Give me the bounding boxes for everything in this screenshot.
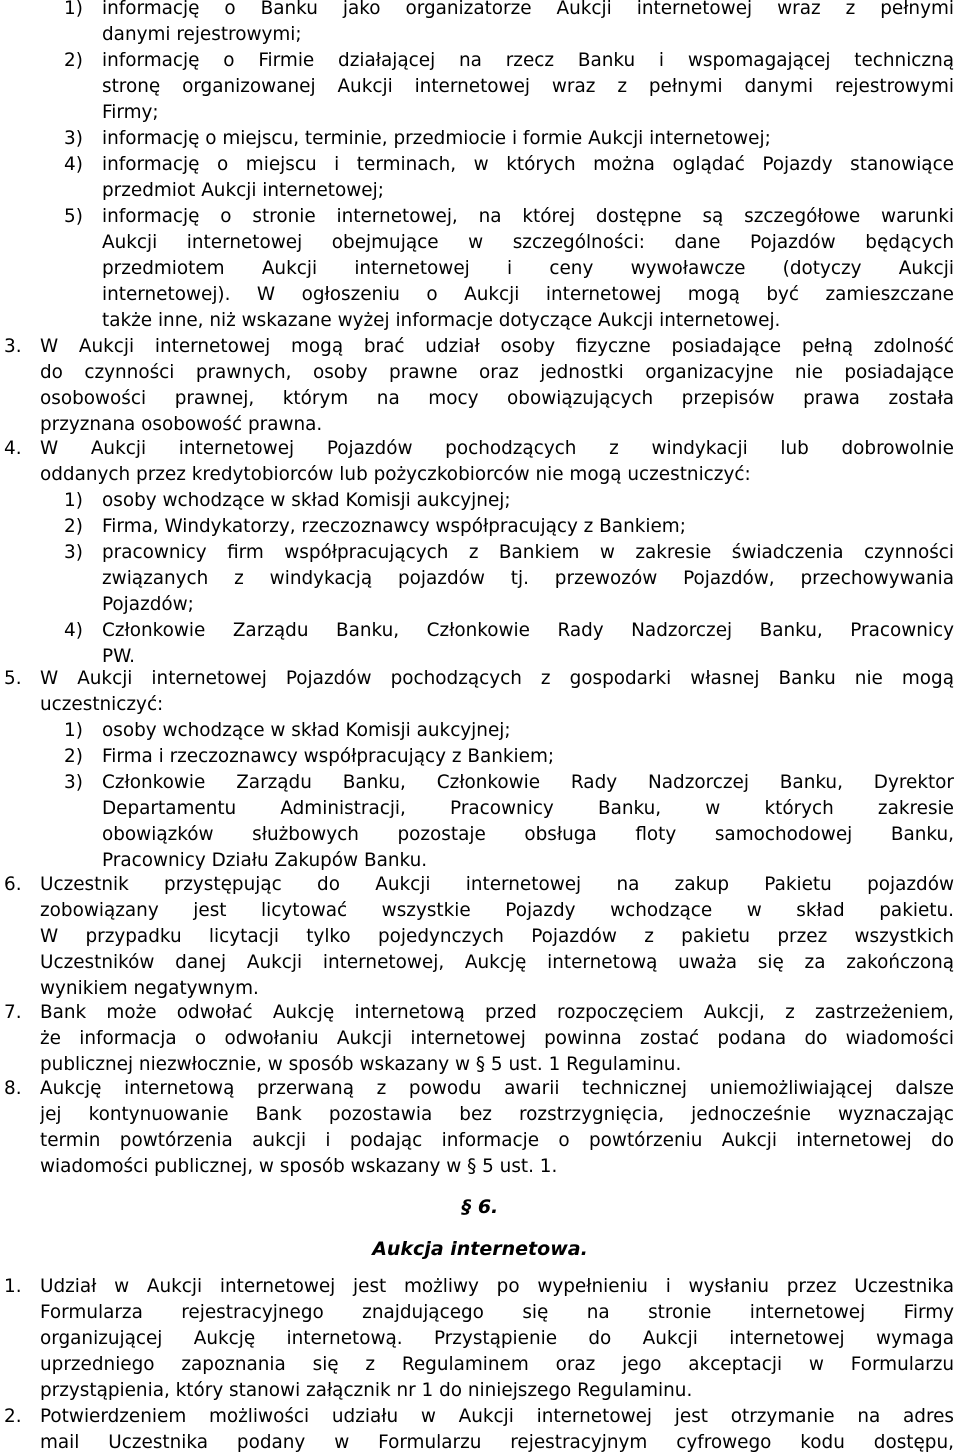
point-line: zobowiązany jest licytować wszystkie Pojazdy wchodzące w skład pakietu. <box>40 900 954 921</box>
point-number: 8. <box>4 1078 22 1099</box>
point-line: W przypadku licytacji tylko pojedynczych Pojazdów z pakietu przez wszystkich <box>40 926 954 947</box>
point-line: organizującej Aukcję internetową. Przystąpienie do Aukcji internetowej wymaga <box>40 1328 954 1349</box>
section-title: Aukcja internetowa. <box>372 1238 588 1260</box>
list-item-line: Aukcji internetowej obejmujące w szczególności: dane Pojazdów będących <box>102 232 954 253</box>
list-item-line: internetowej). W ogłoszeniu o Aukcji internetowej mogą być zamieszczane <box>102 284 954 305</box>
list-item-line: Departamentu Administracji, Pracownicy Banku, w których zakresie <box>102 798 954 819</box>
point-line: do czynności prawnych, osoby prawne oraz jednostki organizacyjne nie posiadające <box>40 362 954 383</box>
list-item-line: Członkowie Zarządu Banku, Członkowie Rady Nadzorczej Banku, Pracownicy <box>102 620 954 641</box>
list-item-number: 2) <box>64 50 83 71</box>
list-item-line: Pracownicy Działu Zakupów Banku. <box>102 850 428 871</box>
point-line: uczestniczyć: <box>40 694 164 715</box>
section-number: § 6. <box>461 1196 499 1218</box>
point-line: mail Uczestnika podany w Formularzu rejestracyjnym cyfrowego kodu dostępu, <box>40 1432 954 1453</box>
point-number: 6. <box>4 874 22 895</box>
point-line: wiadomości publicznej, w sposób wskazany w § 5 ust. 1. <box>40 1156 558 1177</box>
point-line: Formularza rejestracyjnego znajdującego się na stronie internetowej Firmy <box>40 1302 954 1323</box>
list-item-line: informację o Firmie działającej na rzecz Banku i wspomagającej techniczną <box>102 50 954 71</box>
point-line: Potwierdzeniem możliwości udziału w Aukcji internetowej jest otrzymanie na adres <box>40 1406 954 1427</box>
point-line: W Aukcji internetowej Pojazdów pochodzących z gospodarki własnej Banku nie mogą <box>40 668 954 689</box>
list-item-line: przedmiot Aukcji internetowej; <box>102 180 384 201</box>
point-number: 5. <box>4 668 22 689</box>
point-line: że informacja o odwołaniu Aukcji internetowej powinna zostać podana do wiadomości <box>40 1028 954 1049</box>
list-item-number: 1) <box>64 0 83 19</box>
point-number: 2. <box>4 1406 22 1427</box>
list-item-number: 3) <box>64 128 83 149</box>
point-line: osobowości prawnej, którym na mocy obowiązujących przepisów prawa została <box>40 388 954 409</box>
list-item-line: Firma i rzeczoznawcy współpracujący z Bankiem; <box>102 746 555 767</box>
point-line: Uczestnik przystępując do Aukcji internetowej na zakup Pakietu pojazdów <box>40 874 954 895</box>
list-item-number: 1) <box>64 720 83 741</box>
list-item-line: związanych z windykacją pojazdów tj. przewozów Pojazdów, przechowywania <box>102 568 954 589</box>
list-item-number: 4) <box>64 154 83 175</box>
list-item-line: pracownicy firm współpracujących z Bankiem w zakresie świadczenia czynności <box>102 542 954 563</box>
list-item-line: informację o miejscu i terminach, w których można oglądać Pojazdy stanowiące <box>102 154 954 175</box>
point-line: W Aukcji internetowej Pojazdów pochodzących z windykacji lub dobrowolnie <box>40 438 954 459</box>
point-line: publicznej niezwłocznie, w sposób wskazany w § 5 ust. 1 Regulaminu. <box>40 1054 682 1075</box>
point-number: 4. <box>4 438 22 459</box>
point-line: Bank może odwołać Aukcję internetową przed rozpoczęciem Aukcji, z zastrzeżeniem, <box>40 1002 954 1023</box>
point-line: Udział w Aukcji internetowej jest możliwy po wypełnieniu i wysłaniu przez Uczestnika <box>40 1276 954 1297</box>
point-line: W Aukcji internetowej mogą brać udział osoby fizyczne posiadające pełną zdolność <box>40 336 954 357</box>
list-item-line: Firmy; <box>102 102 159 123</box>
list-item-line: informację o stronie internetowej, na której dostępne są szczegółowe warunki <box>102 206 954 227</box>
list-item-line: także inne, niż wskazane wyżej informacje dotyczące Aukcji internetowej. <box>102 310 781 331</box>
list-item-line: obowiązków służbowych pozostaje obsługa floty samochodowej Banku, <box>102 824 954 845</box>
list-item-number: 3) <box>64 542 83 563</box>
list-item-number: 3) <box>64 772 83 793</box>
point-line: oddanych przez kredytobiorców lub pożyczkobiorców nie mogą uczestniczyć: <box>40 464 751 485</box>
list-item-number: 4) <box>64 620 83 641</box>
list-item-line: PW. <box>102 646 136 667</box>
list-item-line: Pojazdów; <box>102 594 194 615</box>
list-item-line: informację o Banku jako organizatorze Aukcji internetowej wraz z pełnymi <box>102 0 954 19</box>
list-item-line: stronę organizowanej Aukcji internetowej wraz z pełnymi danymi rejestrowymi <box>102 76 954 97</box>
list-item-line: informację o miejscu, terminie, przedmiocie i formie Aukcji internetowej; <box>102 128 771 149</box>
list-item-line: przedmiotem Aukcji internetowej i ceny wywoławcze (dotyczy Aukcji <box>102 258 954 279</box>
point-line: uprzedniego zapoznania się z Regulaminem oraz jego akceptacji w Formularzu <box>40 1354 954 1375</box>
list-item-line: osoby wchodzące w skład Komisji aukcyjnej; <box>102 720 511 741</box>
point-line: jej kontynuowanie Bank pozostawia bez rozstrzygnięcia, jednocześnie wyznaczając <box>40 1104 954 1125</box>
point-line: wynikiem negatywnym. <box>40 978 259 999</box>
point-line: przyznana osobowość prawna. <box>40 414 323 435</box>
list-item-line: Członkowie Zarządu Banku, Członkowie Rady Nadzorczej Banku, Dyrektor <box>102 772 954 793</box>
point-number: 1. <box>4 1276 22 1297</box>
point-line: przystąpienia, który stanowi załącznik nr 1 do niniejszego Regulaminu. <box>40 1380 693 1401</box>
list-item-number: 1) <box>64 490 83 511</box>
point-number: 3. <box>4 336 22 357</box>
point-line: Uczestników danej Aukcji internetowej, Aukcję internetową uważa się za zakończoną <box>40 952 954 973</box>
point-line: termin powtórzenia aukcji i podając informacje o powtórzeniu Aukcji internetowej do <box>40 1130 954 1151</box>
list-item-line: osoby wchodzące w skład Komisji aukcyjnej; <box>102 490 511 511</box>
point-number: 7. <box>4 1002 22 1023</box>
list-item-line: danymi rejestrowymi; <box>102 24 302 45</box>
list-item-line: Firma, Windykatorzy, rzeczoznawcy współpracujący z Bankiem; <box>102 516 686 537</box>
point-line: Aukcję internetową przerwaną z powodu awarii technicznej uniemożliwiającej dalsze <box>40 1078 954 1099</box>
list-item-number: 2) <box>64 746 83 767</box>
list-item-number: 5) <box>64 206 83 227</box>
list-item-number: 2) <box>64 516 83 537</box>
